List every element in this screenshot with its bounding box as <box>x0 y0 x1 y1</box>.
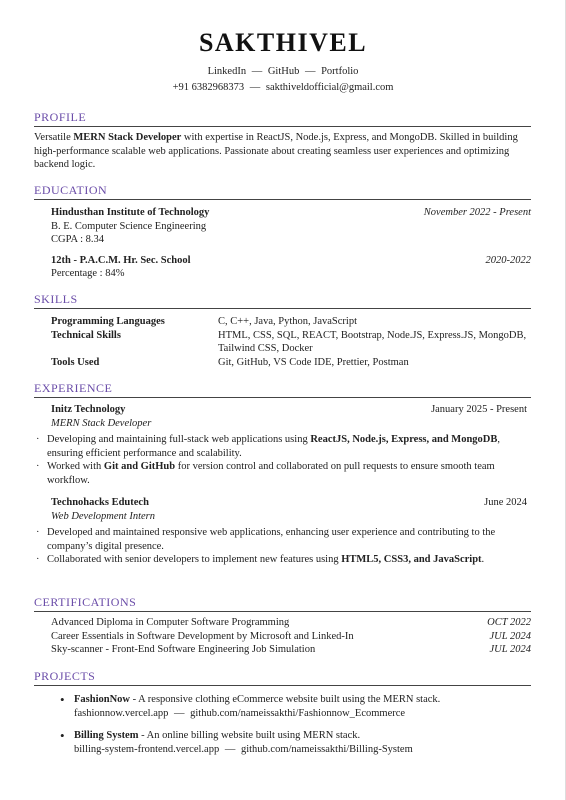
experience-section <box>34 381 531 567</box>
projects-section <box>34 669 531 756</box>
project-live-link[interactable]: fashionnow.vercel.app <box>74 707 169 719</box>
company-name: Initz Technology <box>51 404 126 415</box>
section-title: PROFILE <box>34 110 87 124</box>
skills-section <box>34 292 531 369</box>
project-live-link[interactable]: billing-system-frontend.vercel.app <box>74 743 220 755</box>
project-description: - A responsive clothing eCommerce website built using the MERN stack. <box>130 694 441 705</box>
certification-name: Sky-scanner - Front-End Software Engineering Job Simulation <box>51 644 316 655</box>
certifications-section <box>34 595 531 657</box>
separator: — <box>251 66 263 77</box>
section-title: EDUCATION <box>34 183 108 197</box>
skill-row <box>51 329 531 356</box>
skill-row <box>51 315 531 329</box>
job-date: January 2025 - Present <box>431 404 527 415</box>
percentage: Percentage : 84% <box>51 268 125 279</box>
section-divider <box>34 685 531 686</box>
school-name: Hindusthan Institute of Technology <box>51 207 210 218</box>
job-role: Web Development Intern <box>51 510 155 522</box>
section-divider <box>34 397 531 398</box>
section-title: SKILLS <box>34 292 78 306</box>
profile-section <box>34 110 531 172</box>
degree: B. E. Computer Science Engineering <box>51 220 207 232</box>
project-repo-link[interactable]: github.com/nameissakthi/Fashionnow_Ecommerce <box>190 707 406 719</box>
section-divider <box>34 199 531 200</box>
skill-row <box>51 356 531 370</box>
linkedin-link[interactable]: LinkedIn <box>207 66 247 77</box>
skill-values: HTML, CSS, SQL, REACT, Bootstrap, Node.JS, Express.JS, MongoDB, Tailwind CSS, Docker <box>218 329 527 354</box>
certification-date: JUL 2024 <box>489 630 531 642</box>
skill-category: Programming Languages <box>51 316 165 327</box>
education-item <box>51 206 531 247</box>
job-bullets <box>34 526 531 567</box>
project-repo-link[interactable]: github.com/nameissakthi/Billing-System <box>240 743 413 755</box>
section-divider <box>34 126 531 127</box>
section-title: EXPERIENCE <box>34 381 113 395</box>
school-name: 12th - P.A.C.M. Hr. Sec. School <box>51 254 191 266</box>
email-link[interactable]: sakthiveldofficial@gmail.com <box>265 82 394 93</box>
skill-category: Tools Used <box>51 356 100 368</box>
job-bullet: · Developed and maintained responsive web applications, enhancing user experience and contributing to the company’s digital presence. <box>34 526 531 553</box>
contact-links <box>0 66 566 77</box>
certification-list <box>51 616 531 657</box>
certification-item <box>51 630 531 644</box>
cgpa: CGPA : 8.34 <box>51 234 105 245</box>
job-entry <box>34 403 531 487</box>
job-bullets <box>34 433 531 487</box>
section-title: CERTIFICATIONS <box>34 595 137 609</box>
job-bullet: · Developing and maintaining full-stack web applications using ReactJS, Node.js, Express, and MongoDB, ensuring efficient performance and scalability. <box>34 433 531 460</box>
project-list <box>34 693 531 756</box>
skill-values: C, C++, Java, Python, JavaScript <box>218 316 358 327</box>
job-date: June 2024 <box>484 497 527 508</box>
skill-values: Git, GitHub, VS Code IDE, Prettier, Postman <box>218 356 409 368</box>
job-role: MERN Stack Developer <box>51 417 152 429</box>
certification-name: Career Essentials in Software Development by Microsoft and Linked-In <box>51 630 354 642</box>
contact-info <box>0 82 566 93</box>
github-link[interactable]: GitHub <box>267 66 300 77</box>
section-title: PROJECTS <box>34 669 96 683</box>
project-item <box>34 729 531 756</box>
candidate-name: SAKTHIVEL <box>198 28 368 57</box>
job-entry <box>34 496 531 567</box>
certification-item <box>51 643 531 657</box>
job-bullet: · Worked with Git and GitHub for version control and collaborated on pull requests to ensure smooth team workflow. <box>34 460 531 487</box>
education-date: 2020-2022 <box>485 254 531 266</box>
project-description: - An online billing website built using MERN stack. <box>138 730 361 741</box>
certification-name: Advanced Diploma in Computer Software Programming <box>51 617 290 628</box>
profile-text: Versatile MERN Stack Developer with expertise in ReactJS, Node.js, Express, and MongoDB. Skilled in building high-performance scalable web applications. Passionate about creating seamless user experiences and optimizing backend logic. <box>34 132 518 170</box>
portfolio-link[interactable]: Portfolio <box>321 66 359 77</box>
certification-item <box>51 616 531 630</box>
skill-category: Technical Skills <box>51 329 121 341</box>
project-name: Billing System <box>74 730 139 741</box>
certification-date: OCT 2022 <box>487 617 531 628</box>
separator: — <box>249 82 261 93</box>
separator: — <box>304 66 316 77</box>
separator: — <box>224 743 236 755</box>
education-section <box>34 183 531 281</box>
project-name: FashionNow <box>74 694 131 705</box>
education-date: November 2022 - Present <box>423 207 531 218</box>
section-divider <box>34 308 531 309</box>
phone-number: +91 6382968373 <box>172 82 245 93</box>
certification-date: JUL 2024 <box>489 644 531 655</box>
education-item <box>51 254 531 281</box>
section-divider <box>34 611 531 612</box>
separator: — <box>174 707 185 719</box>
skills-table <box>34 315 531 369</box>
project-item <box>34 693 531 720</box>
company-name: Technohacks Edutech <box>51 497 149 508</box>
job-bullet: · Collaborated with senior developers to implement new features using HTML5, CSS3, and JavaScript. <box>34 553 531 567</box>
